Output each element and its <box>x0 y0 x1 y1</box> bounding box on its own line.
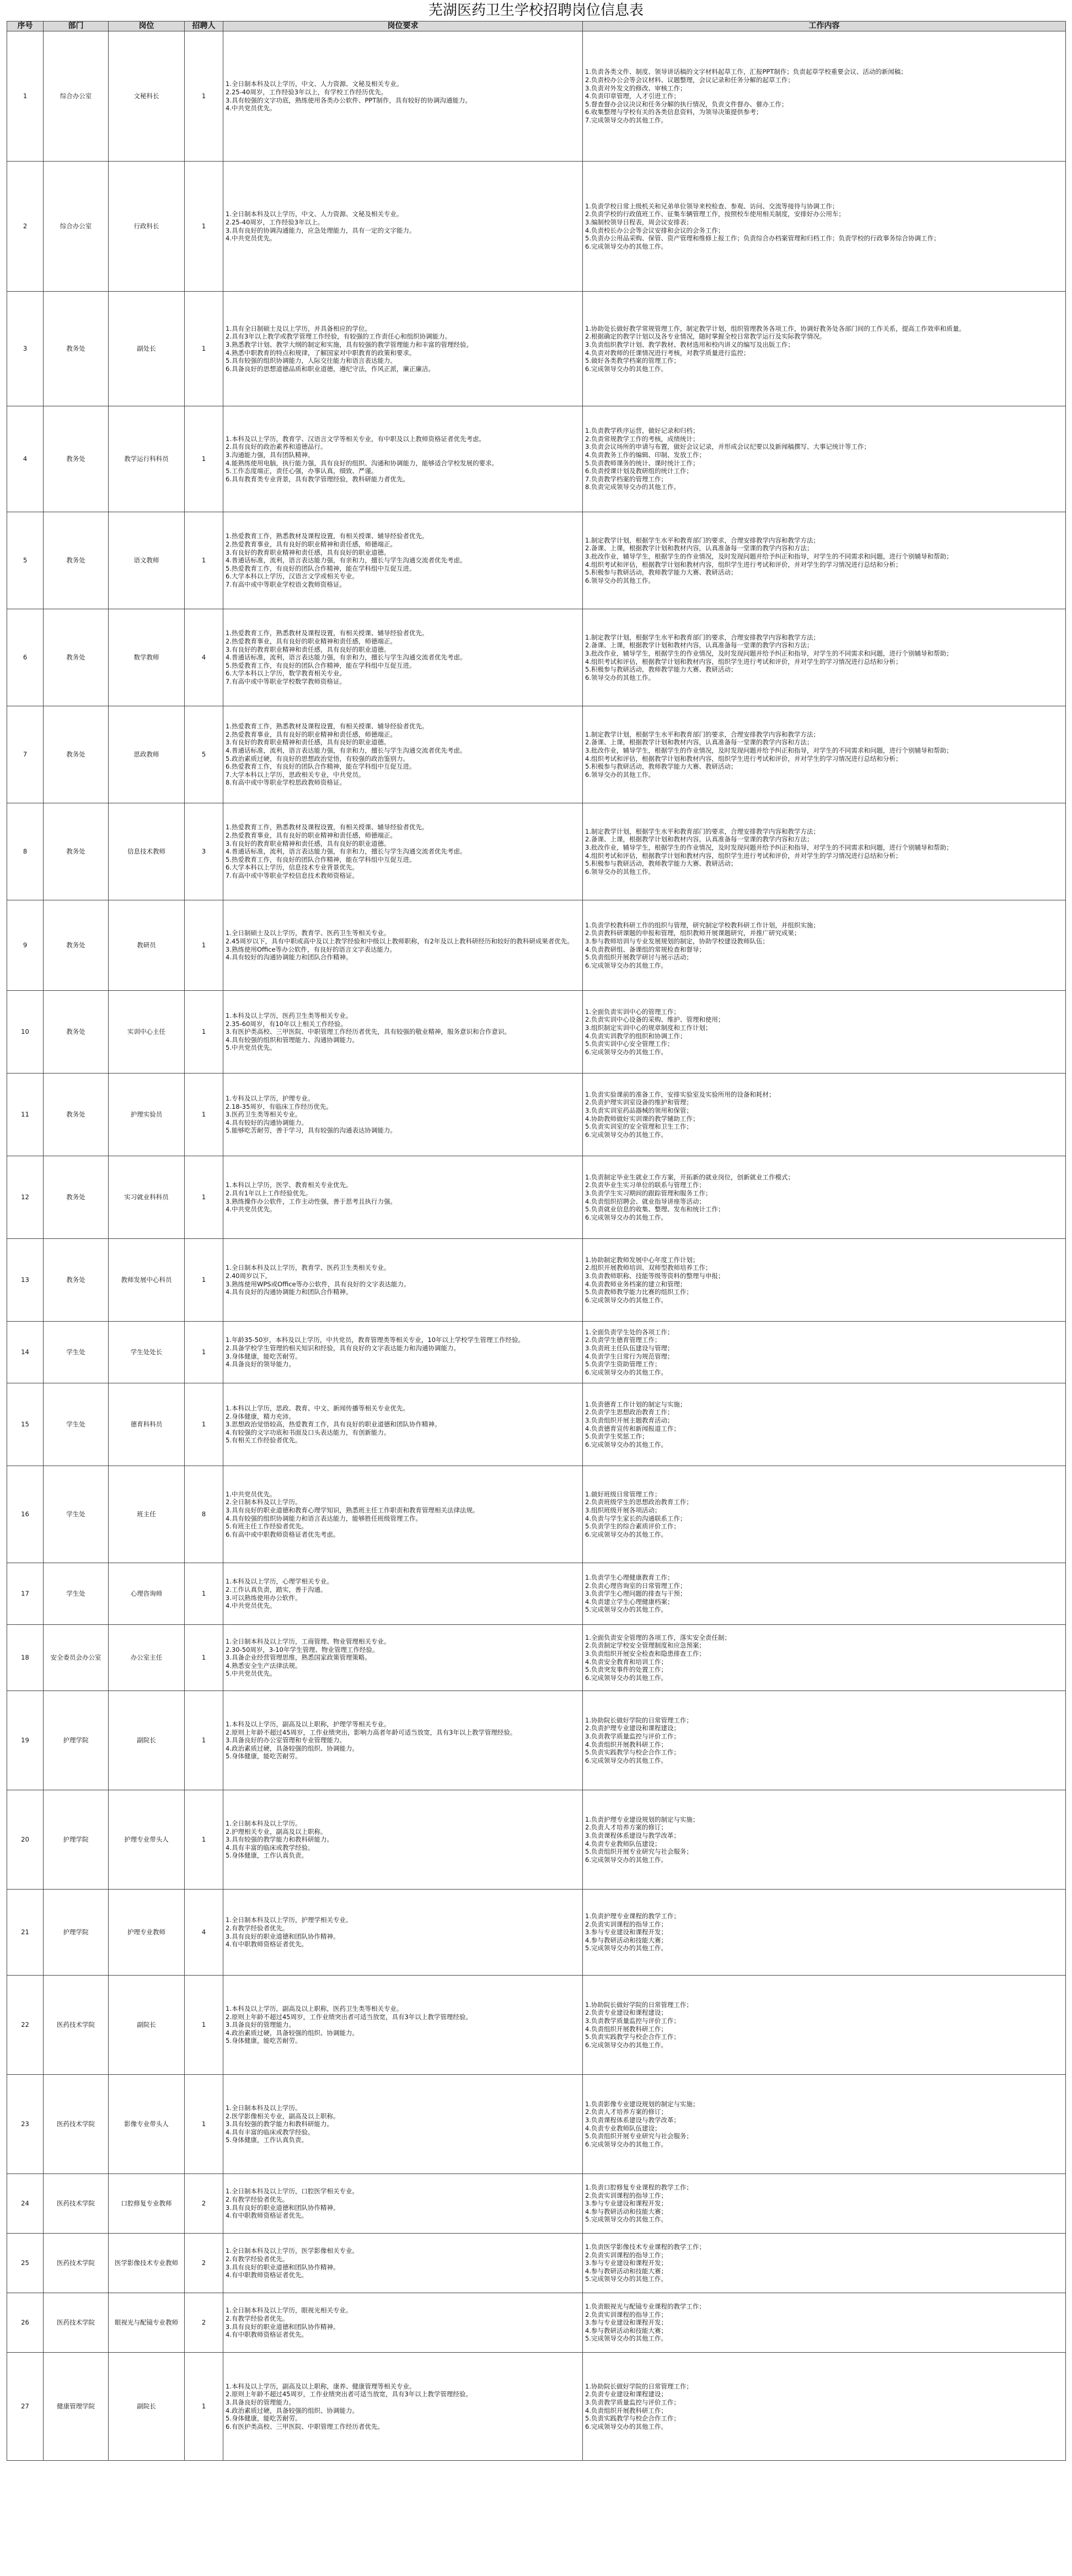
cell-count: 1 <box>185 2353 223 2461</box>
cell-work: 1.全面负责实训中心的管理工作； 2.负责实训中心设备的采购、维护、管理和使用； 3.组织制定实训中心的规章制度和工作计划； 4.负责实训教学的组织和协调工作； 5.负责实训中心安全管理工作； 6.完成领导交办的其他工作。 <box>583 991 1066 1074</box>
cell-dept: 学生处 <box>44 1322 109 1383</box>
cell-count: 1 <box>185 406 223 512</box>
cell-post: 数学教师 <box>109 609 185 706</box>
cell-req: 1.全日制本科及以上学历，口腔医学相关专业。 2.有教学经验者优先。 3.具有良好的职业道德和团队协作精神。 4.有中职教师资格证者优先。 <box>223 2174 583 2234</box>
cell-req: 1.本科以上学历，医学、教育相关专业优先。 2.具有1年以上工作经验优先。 3.熟练操作办公软件，工作主动性强，善于思考且执行力强。 4.中共党员优先。 <box>223 1156 583 1239</box>
cell-post: 眼视光与配镜专业教师 <box>109 2293 185 2353</box>
cell-post: 语文教师 <box>109 512 185 609</box>
cell-post: 思政教师 <box>109 706 185 803</box>
cell-work: 1.全面负责安全管理的各项工作，落实安全责任制； 2.负责制定学校安全管理制度和应急预案； 3.负责组织开展安全检查和隐患排查工作； 4.负责安全教育和培训工作； 5.负责突发事件的处置工作； 6.完成领导交办的其他工作。 <box>583 1625 1066 1691</box>
cell-req: 1.中共党员优先。 2.全日制本科及以上学历。 3.具有良好的职业道德和教育心理学知识，熟悉班主任工作职责和教育管理相关法律法规。 4.具有较强的组织协调能力和语言表达能力，能够胜任班级管理工作。 5.有班主任工作经验者优先。 6.有高中或中职教师资格证者优先考虑。 <box>223 1466 583 1563</box>
cell-count: 2 <box>185 2234 223 2293</box>
cell-work: 1.负责德育工作计划的制定与实施； 2.负责学生思想政治教育工作； 3.负责组织开展主题教育活动； 4.负责德育宣传和新闻报道工作； 5.负责学生奖惩工作； 6.完成领导交办的其他工作。 <box>583 1383 1066 1466</box>
cell-post: 班主任 <box>109 1466 185 1563</box>
cell-post: 副院长 <box>109 1691 185 1790</box>
header-count: 招聘人 <box>185 22 223 31</box>
cell-work: 1.负责各类文件、制度、领导讲话稿的文字材料起草工作，汇报PPT制作；负责起草学校重要会议、活动的新闻稿； 2.负责校办公会等会议材料、议题整理，会议记录和任务分解的起草工作； 3.负责对外发文的修改、审核工作； 4.负责印章管理，人才引进工作； 5.督查督办会议决议和任务分解的执行情况，负责文件督办、催办工作； 6.收集整理与学校有关的各类信息资料，为领导决策提供参考； 7.完成领导交办的其他工作。 <box>583 31 1066 162</box>
cell-post: 护理实验员 <box>109 1074 185 1156</box>
cell-dept: 教务处 <box>44 706 109 803</box>
cell-work: 1.负责教学秩序运营，做好记录和归档； 2.负责常规教学工作的考核，成绩统计； 3.负责会议场所的申请与布置，做好会议记录，并形成会议纪要以及新闻稿撰写、大事记统计等工作； 4.负责教务工作的编辑、印制、发放工作； 5.负责教师课务的统计、课时统计工作； 6.负责授课计划及教研组的统计工作； 7.负责教学档案的管理工作； 8.负责完成领导交办的其他工作。 <box>583 406 1066 512</box>
cell-work: 1.负责护理专业建设规划的制定与实施； 2.负责人才培养方案的修订； 3.负责课程体系建设与教学改革； 4.负责专业教师队伍建设； 5.负责组织开展专业研究与社会服务； 6.完成领导交办的其他工作。 <box>583 1790 1066 1890</box>
cell-no: 20 <box>7 1790 44 1890</box>
cell-count: 1 <box>185 31 223 162</box>
cell-dept: 安全委员会办公室 <box>44 1625 109 1691</box>
table-row <box>7 1383 1066 1466</box>
cell-dept: 教务处 <box>44 406 109 512</box>
cell-post: 副院长 <box>109 2353 185 2461</box>
header-work: 工作内容 <box>583 22 1066 31</box>
cell-work: 1.协助院长做好学院的日常管理工作； 2.负责专业建设和课程建设； 3.负责教学质量监控与评价工作； 4.负责组织开展教科研工作； 5.负责实践教学与校企合作工作； 6.完成领导交办的其他工作。 <box>583 1976 1066 2075</box>
cell-no: 15 <box>7 1383 44 1466</box>
cell-req: 1.本科及以上学历，教育学、汉语言文学等相关专业，有中职及以上教师资格证者优先考虑。 2.具有良好的政治素养和道德品行。 3.沟通能力强，具有团队精神。 4.能熟练使用电脑，执行能力强，具有良好的组织、沟通和协调能力，能够适合学校发展的要求。 5.工作态度端正，责任心强，办事认真，细致、严谨。 6.具有教育类专业背景，具有教学管理经验，教科研能力者优先。 <box>223 406 583 512</box>
table-row <box>7 406 1066 512</box>
table-body <box>7 31 1066 2461</box>
cell-post: 口腔修复专业教师 <box>109 2174 185 2234</box>
cell-req: 1.热爱教育工作，熟悉教材及课程设置，有相关授课、辅导经验者优先。 2.热爱教育事业，具有良好的职业精神和责任感，师德端正。 3.有良好的教育职业精神和责任感，具有良好的职业道德。 4.普通话标准，流利，语言表达能力强，有亲和力，擅长与学生沟通交流者优先考虑。 5.政治素质过硬，有良好的思想政治觉悟，有较强的政治鉴别力。 6.热爱教育工作，有良好的团队合作精神，能在学科组中互促互进。 7.大学本科以上学历，思政相关专业，中共党员。 8.有高中或中等职业学校思政教师资格证。 <box>223 706 583 803</box>
cell-no: 7 <box>7 706 44 803</box>
table-row <box>7 803 1066 900</box>
table-row <box>7 1890 1066 1976</box>
cell-dept: 综合办公室 <box>44 31 109 162</box>
cell-no: 19 <box>7 1691 44 1790</box>
cell-dept: 护理学院 <box>44 1691 109 1790</box>
cell-no: 2 <box>7 162 44 292</box>
cell-no: 13 <box>7 1239 44 1322</box>
cell-post: 教学运行科科员 <box>109 406 185 512</box>
cell-req: 1.专科及以上学历，护理专业。 2.18-35周岁，有临床工作经历优先。 3.医药卫生类等相关专业。 4.具有较好的沟通协调能力。 5.能够吃苦耐劳，善于学习，具有较强的沟通表达协调能力。 <box>223 1074 583 1156</box>
cell-count: 1 <box>185 1074 223 1156</box>
cell-post: 护理专业教师 <box>109 1890 185 1976</box>
cell-dept: 医药技术学院 <box>44 2234 109 2293</box>
cell-no: 14 <box>7 1322 44 1383</box>
cell-post: 德育科科员 <box>109 1383 185 1466</box>
cell-req: 1.本科及以上学历，副高及以上职称，康养、健康管理等相关专业。 2.原则上年龄不超过45周岁，工作业绩突出者可适当放宽，具有3年以上教学管理经验。 3.具备良好的管理能力。 4.政治素质过硬，具备较强的组织、协调能力。 5.身体健康，能吃苦耐劳。 6.有医护类高校、三甲医院、中职管理工作经历者优先。 <box>223 2353 583 2461</box>
cell-work: 1.负责学生心理健康教育工作； 2.负责心理咨询室的日常管理工作； 3.负责学生心理问题的排查与干预； 4.负责建立学生心理健康档案； 5.完成领导交办的其他工作。 <box>583 1563 1066 1625</box>
cell-no: 10 <box>7 991 44 1074</box>
cell-dept: 综合办公室 <box>44 162 109 292</box>
cell-dept: 教务处 <box>44 609 109 706</box>
cell-dept: 教务处 <box>44 803 109 900</box>
cell-req: 1.本科及以上学历，副高及以上职称，医药卫生类等相关专业。 2.原则上年龄不超过45周岁，工作业绩突出者可适当放宽，具有3年以上教学管理经验。 3.具备良好的管理能力。 4.政治素质过硬，具备较强的组织、协调能力。 5.身体健康，能吃苦耐劳。 <box>223 1976 583 2075</box>
cell-post: 办公室主任 <box>109 1625 185 1691</box>
cell-no: 26 <box>7 2293 44 2353</box>
cell-no: 6 <box>7 609 44 706</box>
table-row <box>7 2174 1066 2234</box>
cell-dept: 教务处 <box>44 1239 109 1322</box>
cell-count: 1 <box>185 1691 223 1790</box>
cell-req: 1.具有全日制硕士及以上学历，并具备相应的学位。 2.具有3年以上教学或教学管理工作经验，有较强的工作责任心和组织协调能力。 3.熟悉教学计划、教学大纲的制定和实施，具有较强的教学管理能力和丰富的管理经验。 4.熟悉中职教育的特点和规律，了解国家对中职教育的政策和要求。 5.具有较强的组织协调能力，人际交往能力和语言表达能力。 6.具备良好的思想道德品质和职业道德，遵纪守法，作风正派，廉正廉洁。 <box>223 292 583 406</box>
cell-dept: 健康管理学院 <box>44 2353 109 2461</box>
cell-count: 1 <box>185 1976 223 2075</box>
cell-dept: 教务处 <box>44 900 109 991</box>
cell-post: 实习就业科科员 <box>109 1156 185 1239</box>
cell-work: 1.负责口腔修复专业课程的教学工作； 2.负责实训课程的指导工作； 3.参与专业建设和课程开发； 4.参与教研活动和技能大赛； 5.完成领导交办的其他工作。 <box>583 2174 1066 2234</box>
cell-no: 25 <box>7 2234 44 2293</box>
cell-dept: 护理学院 <box>44 1890 109 1976</box>
cell-req: 1.全日制本科及以上学历，教育学、医药卫生类相关专业。 2.40周岁以下。 3.熟练使用WPS或Office等办公软件，具有良好的文字表达能力。 4.具有良好的沟通协调能力和团队合作精神。 <box>223 1239 583 1322</box>
cell-req: 1.本科以上学历，思政、教育、中文、新闻传播等相关专业优先。 2.身体健康，精力充沛。 3.思想政治觉悟较高，热爱教育工作，具有良好的职业道德和团队协作精神。 4.有较强的文字功底和书面及口头表达能力，有创新能力。 5.有相关工作经验者优先。 <box>223 1383 583 1466</box>
table-row <box>7 292 1066 406</box>
cell-no: 9 <box>7 900 44 991</box>
cell-no: 27 <box>7 2353 44 2461</box>
header-post: 岗位 <box>109 22 185 31</box>
table-row <box>7 609 1066 706</box>
cell-count: 2 <box>185 2174 223 2234</box>
cell-work: 1.协助院长做好学院的日常管理工作； 2.负责专业建设和课程建设； 3.负责教学质量监控与评价工作； 4.负责组织开展教科研工作； 5.负责实践教学与校企合作工作； 6.完成领导交办的其他工作。 <box>583 2353 1066 2461</box>
table-row <box>7 1563 1066 1625</box>
cell-dept: 教务处 <box>44 1074 109 1156</box>
cell-post: 影像专业带头人 <box>109 2075 185 2174</box>
cell-post: 心理咨询师 <box>109 1563 185 1625</box>
table-row <box>7 706 1066 803</box>
cell-req: 1.年龄35-50岁，本科及以上学历，中共党员，教育管理类等相关专业，10年以上学校学生管理工作经验。 2.具备学校学生管理的相关知识和经验，具有良好的文字表达能力和沟通协调能力。 3.身体健康，能吃苦耐劳。 4.具备良好的领导能力。 <box>223 1322 583 1383</box>
cell-count: 1 <box>185 1156 223 1239</box>
cell-req: 1.全日制本科及以上学历，中文、人力资源、文秘及相关专业。 2.25-40周岁，工作经验3年以上。 3.具有良好的协调沟通能力，应急处理能力，具有一定的文字能力。 4.中共党员优先。 <box>223 162 583 292</box>
cell-count: 1 <box>185 900 223 991</box>
cell-count: 8 <box>185 1466 223 1563</box>
cell-count: 1 <box>185 2075 223 2174</box>
table-row <box>7 900 1066 991</box>
cell-count: 1 <box>185 512 223 609</box>
cell-count: 1 <box>185 1790 223 1890</box>
table-row <box>7 1074 1066 1156</box>
cell-req: 1.本科及以上学历，副高及以上职称，护理学等相关专业。 2.原则上年龄不超过45周岁，工作业绩突出，影响力高者年龄可适当放宽，具有3年以上教学管理经验。 3.具备良好的办公室管理和专业管理能力。 4.政治素质过硬，具备较强的组织、协调能力。 5.身体健康，能吃苦耐劳。 <box>223 1691 583 1790</box>
cell-work: 1.全面负责学生处的各项工作； 2.负责学生德育管理工作； 3.负责班主任队伍建设与管理； 4.负责学生日常行为规范管理； 5.负责学生资助管理工作； 6.完成领导交办的其他工作。 <box>583 1322 1066 1383</box>
cell-req: 1.热爱教育工作，熟悉教材及课程设置，有相关授课、辅导经验者优先。 2.热爱教育事业，具有良好的职业精神和责任感，师德端正。 3.有良好的教育职业精神和责任感，具有良好的职业道德。 4.普通话标准，流利，语言表达能力强，有亲和力，擅长与学生沟通交流者优先考虑。 5.热爱教育工作，有良好的团队合作精神，能在学科组中互促互进。 6.大学本科以上学历，信息技术专业背景优先。 7.有高中或中等职业学校信息技术教师资格证。 <box>223 803 583 900</box>
cell-count: 1 <box>185 1563 223 1625</box>
table-row <box>7 1466 1066 1563</box>
cell-post: 教研员 <box>109 900 185 991</box>
cell-count: 4 <box>185 609 223 706</box>
cell-post: 教师发展中心科员 <box>109 1239 185 1322</box>
cell-post: 实训中心主任 <box>109 991 185 1074</box>
cell-dept: 教务处 <box>44 292 109 406</box>
page-title: 芜湖医药卫生学校招聘岗位信息表 <box>428 2 644 19</box>
cell-dept: 护理学院 <box>44 1790 109 1890</box>
cell-req: 1.本科及以上学历，医药卫生类等相关专业。 2.35-60周岁，有10年以上相关工作经验。 3.有医护类高校、三甲医院、中职管理工作经历者优先，具有较强的敬业精神，服务意识和合作意识。 4.具有较强的组织和管理能力、沟通协调能力。 5.中共党员优先。 <box>223 991 583 1074</box>
table-row <box>7 1156 1066 1239</box>
cell-dept: 学生处 <box>44 1466 109 1563</box>
table-row <box>7 991 1066 1074</box>
cell-no: 1 <box>7 31 44 162</box>
cell-post: 行政科长 <box>109 162 185 292</box>
cell-work: 1.做好班级日常管理工作； 2.负责班级学生的思想政治教育工作； 3.组织班级开展各项活动； 4.负责与学生家长的沟通联系工作； 5.负责学生的综合素质评价工作； 6.完成领导交办的其他工作。 <box>583 1466 1066 1563</box>
cell-work: 1.负责制定毕业生就业工作方案，开拓新的就业岗位，创新就业工作模式； 2.负责毕业生实习单位的联系与管理工作； 3.负责学生实习期间的跟踪管理和服务工作； 4.负责组织招聘会、就业指导讲座等活动； 5.负责就业信息的收集、整理、发布和统计工作； 6.完成领导交办的其他工作。 <box>583 1156 1066 1239</box>
cell-work: 1.制定教学计划，根据学生水平和教育部门的要求，合理安排教学内容和教学方法； 2.备课、上课，根据教学计划和教材内容，认真准备每一堂课的教学内容和方法； 3.批改作业，辅导学生，根据学生的作业情况，及时发现问题并给予纠正和指导，对学生的不同需求和问题，进行个别辅导和帮助； 4.组织考试和评估，根据教学计划和教材内容，组织学生进行考试和评价，并对学生的学习情况进行总结和分析； 5.积极参与教研活动，教师教学能力大赛、教研活动； 6.领导交办的其他工作。 <box>583 512 1066 609</box>
table-row <box>7 2075 1066 2174</box>
cell-count: 2 <box>185 2293 223 2353</box>
cell-post: 护理专业带头人 <box>109 1790 185 1890</box>
cell-post: 副处长 <box>109 292 185 406</box>
cell-req: 1.全日制本科及以上学历，工商管理、物业管理相关专业。 2.30-50周岁，3-10年学生管理、物业管理工作经验。 3.具备企业经营管理思维，熟悉国家政策管理策略。 4.熟悉安全生产法律法规。 5.中共党员优先。 <box>223 1625 583 1691</box>
table-row <box>7 1239 1066 1322</box>
cell-dept: 医药技术学院 <box>44 2174 109 2234</box>
cell-no: 22 <box>7 1976 44 2075</box>
cell-post: 副院长 <box>109 1976 185 2075</box>
cell-dept: 学生处 <box>44 1563 109 1625</box>
cell-no: 18 <box>7 1625 44 1691</box>
cell-dept: 教务处 <box>44 512 109 609</box>
cell-req: 1.全日制本科及以上学历，医学影像相关专业。 2.有教学经验者优先。 3.具有良好的职业道德和团队协作精神。 4.有中职教师资格证者优先。 <box>223 2234 583 2293</box>
cell-post: 文秘科长 <box>109 31 185 162</box>
recruitment-table <box>7 21 1066 2461</box>
cell-work: 1.负责学校教科研工作的组织与管理，研究制定学校教科研工作计划，并组织实施； 2.负责教科研课题的申报和管理，组织教师开展课题研究，并推广研究成果； 3.参与教师培训与专业发展规划的制定，协助学校建设教师队伍； 4.负责教研组、备课组的常规检查和督导； 5.负责组织开展教学研讨与展示活动； 6.完成领导交办的其他工作。 <box>583 900 1066 991</box>
cell-req: 1.全日制本科及以上学历，眼视光相关专业。 2.有教学经验者优先。 3.具有良好的职业道德和团队协作精神。 4.有中职教师资格证者优先。 <box>223 2293 583 2353</box>
cell-no: 24 <box>7 2174 44 2234</box>
cell-req: 1.全日制硕士及以上学历，教育学、医药卫生等相关专业。 2.45周岁以下，具有中职或高中及以上教学经验和中级以上教师职称，有2年及以上教科研经历和较好的教科研成果者优先。 3.熟练使用Office等办公软件，有良好的语言文字表达能力。 4.具有较好的沟通协调能力和团队合作精神。 <box>223 900 583 991</box>
cell-dept: 医药技术学院 <box>44 2293 109 2353</box>
cell-no: 21 <box>7 1890 44 1976</box>
table-header-row <box>7 22 1066 31</box>
cell-work: 1.负责医学影像技术专业课程的教学工作； 2.负责实训课程的指导工作； 3.参与专业建设和课程开发； 4.参与教研活动和技能大赛； 5.完成领导交办的其他工作。 <box>583 2234 1066 2293</box>
cell-dept: 教务处 <box>44 1156 109 1239</box>
cell-dept: 医药技术学院 <box>44 1976 109 2075</box>
cell-post: 信息技术教师 <box>109 803 185 900</box>
cell-work: 1.负责眼视光与配镜专业课程的教学工作； 2.负责实训课程的指导工作； 3.参与专业建设和课程开发； 4.参与教研活动和技能大赛； 5.完成领导交办的其他工作。 <box>583 2293 1066 2353</box>
cell-work: 1.协助处长做好教学常规管理工作，制定教学计划，组织管理教务各项工作，协调好教务处各部门间的工作关系，提高工作效率和质量。 2.根据确定的教学计划以及各专业情况，随时掌握全校日常教学运行及实际教学情况。 3.负责组织教学计划、教学教材、教材选用和校内讲义的编写及出版工作； 4.负责对教师的任课情况进行考核，对教学质量进行监控； 5.做好各类教学档案的管理工作； 6.完成领导交办的其他工作。 <box>583 292 1066 406</box>
cell-count: 1 <box>185 1625 223 1691</box>
cell-count: 1 <box>185 991 223 1074</box>
cell-no: 3 <box>7 292 44 406</box>
cell-count: 4 <box>185 1890 223 1976</box>
cell-no: 11 <box>7 1074 44 1156</box>
cell-no: 4 <box>7 406 44 512</box>
cell-work: 1.制定教学计划，根据学生水平和教育部门的要求，合理安排教学内容和教学方法； 2.备课、上课，根据教学计划和教材内容，认真准备每一堂课的教学内容和方法； 3.批改作业，辅导学生，根据学生的作业情况，及时发现问题并给予纠正和指导，对学生的不同需求和问题，进行个别辅导和帮助； 4.组织考试和评估，根据教学计划和教材内容，组织学生进行考试和评价，并对学生的学习情况进行总结和分析； 5.积极参与教研活动，教师教学能力大赛、教研活动； 6.领导交办的其他工作。 <box>583 609 1066 706</box>
cell-count: 5 <box>185 706 223 803</box>
cell-work: 1.制定教学计划，根据学生水平和教育部门的要求，合理安排教学内容和教学方法； 2.备课、上课，根据教学计划和教材内容，认真准备每一堂课的教学内容和方法； 3.批改作业，辅导学生，根据学生的作业情况，及时发现问题并给予纠正和指导，对学生的不同需求和问题，进行个别辅导和帮助； 4.组织考试和评估，根据教学计划和教材内容，组织学生进行考试和评价，并对学生的学习情况进行总结和分析； 5.积极参与教研活动，教师教学能力大赛、教研活动； 6.领导交办的其他工作。 <box>583 706 1066 803</box>
cell-count: 1 <box>185 292 223 406</box>
cell-req: 1.全日制本科及以上学历，护理学相关专业。 2.有教学经验者优先。 3.具有良好的职业道德和团队协作精神。 4.有中职教师资格证者优先。 <box>223 1890 583 1976</box>
cell-req: 1.全日制本科及以上学历。 2.护理相关专业，副高及以上职称。 3.具有较强的教学能力和教科研能力。 4.具有丰富的临床或教学经验。 5.身体健康，工作认真负责。 <box>223 1790 583 1890</box>
cell-work: 1.协助院长做好学院的日常管理工作； 2.负责护理专业建设和课程建设； 3.负责教学质量监控与评价工作； 4.负责组织开展教科研工作； 5.负责实践教学与校企合作工作； 6.完成领导交办的其他工作。 <box>583 1691 1066 1790</box>
header-dept: 部门 <box>44 22 109 31</box>
cell-req: 1.全日制本科及以上学历，中文、人力资源、文秘及相关专业。 2.25-40周岁，工作经验3年以上，有学校工作经历优先。 3.具有较强的文字功底，熟练使用各类办公软件、PPT制作，具有较好的协调沟通能力。 4.中共党员优先。 <box>223 31 583 162</box>
cell-count: 1 <box>185 1239 223 1322</box>
cell-work: 1.负责学校日常上级机关和兄弟单位领导来校检查、参观、访问、交流等接待与协调工作； 2.负责学校的行政值班工作、征集车辆管理工作，按照校车使用相关制度，安排好办公用车； 3.编制校领导日程表，周会议安排表； 4.负责校长办公会等会议安排和会议的会务工作； 5.负责办公用品采购、保管、资产管理和维修上报工作；负责综合办档案管理和归档工作；负责学校的行政事务综合协调工作； 6.完成领导交办的其他工作。 <box>583 162 1066 292</box>
cell-dept: 教务处 <box>44 991 109 1074</box>
cell-no: 17 <box>7 1563 44 1625</box>
cell-no: 5 <box>7 512 44 609</box>
cell-count: 3 <box>185 803 223 900</box>
table-row <box>7 1625 1066 1691</box>
cell-no: 12 <box>7 1156 44 1239</box>
cell-work: 1.负责实验课前的准备工作，安排实验室及实验所用的设备和耗材； 2.负责护理实训室设备的维护和管理； 3.负责实训室药品器械的领用和保管； 4.协助教师做好实训课的教学辅助工作； 5.负责实训室的安全管理和卫生工作； 6.完成领导交办的其他工作。 <box>583 1074 1066 1156</box>
cell-count: 1 <box>185 1383 223 1466</box>
cell-req: 1.全日制本科及以上学历。 2.医学影像相关专业，副高及以上职称。 3.具有较强的教学能力和教科研能力。 4.具有丰富的临床或教学经验。 5.身体健康，工作认真负责。 <box>223 2075 583 2174</box>
table-row <box>7 512 1066 609</box>
cell-post: 医学影像技术专业教师 <box>109 2234 185 2293</box>
cell-work: 1.负责护理专业课程的教学工作； 2.负责实训课程的指导工作； 3.参与专业建设和课程开发； 4.参与教研活动和技能大赛； 5.完成领导交办的其他工作。 <box>583 1890 1066 1976</box>
table-row <box>7 31 1066 162</box>
cell-dept: 医药技术学院 <box>44 2075 109 2174</box>
table-row <box>7 2353 1066 2461</box>
table-row <box>7 1790 1066 1890</box>
cell-no: 16 <box>7 1466 44 1563</box>
table-row <box>7 1691 1066 1790</box>
cell-count: 1 <box>185 1322 223 1383</box>
table-row <box>7 162 1066 292</box>
cell-no: 23 <box>7 2075 44 2174</box>
cell-post: 学生处处长 <box>109 1322 185 1383</box>
cell-req: 1.本科及以上学历，心理学相关专业。 2.工作认真负责，踏实，善于沟通。 3.可以熟练使用办公软件。 4.中共党员优先。 <box>223 1563 583 1625</box>
header-requirements: 岗位要求 <box>223 22 583 31</box>
table-row <box>7 2293 1066 2353</box>
cell-req: 1.热爱教育工作，熟悉教材及课程设置，有相关授课、辅导经验者优先。 2.热爱教育事业，具有良好的职业精神和责任感，师德端正。 3.有良好的教育职业精神和责任感，具有良好的职业道德。 4.普通话标准，流利，语言表达能力强，有亲和力，擅长与学生沟通交流者优先考虑。 5.热爱教育工作，有良好的团队合作精神，能在学科组中互促互进。 6.大学本科以上学历，数学教育相关专业。 7.有高中或中等职业学校数学教师资格证。 <box>223 609 583 706</box>
cell-work: 1.协助制定教师发展中心年度工作计划； 2.组织开展教师培训、双师型教师培养工作； 3.负责教师职称、技能等级等资料的整理与申报； 4.负责教师业务档案的建立和管理； 5.负责教师教学能力比赛的组织工作； 6.完成领导交办的其他工作。 <box>583 1239 1066 1322</box>
header-no: 序号 <box>7 22 44 31</box>
cell-work: 1.负责影像专业建设规划的制定与实施； 2.负责人才培养方案的修订； 3.负责课程体系建设与教学改革； 4.负责专业教师队伍建设； 5.负责组织开展专业研究与社会服务； 6.完成领导交办的其他工作。 <box>583 2075 1066 2174</box>
table-row <box>7 1976 1066 2075</box>
cell-work: 1.制定教学计划，根据学生水平和教育部门的要求，合理安排教学内容和教学方法； 2.备课、上课，根据教学计划和教材内容，认真准备每一堂课的教学内容和方法； 3.批改作业，辅导学生，根据学生的作业情况，及时发现问题并给予纠正和指导，对学生的不同需求和问题，进行个别辅导和帮助； 4.组织考试和评估，根据教学计划和教材内容，组织学生进行考试和评价，并对学生的学习情况进行总结和分析； 5.积极参与教研活动，教师教学能力大赛、教研活动； 6.领导交办的其他工作。 <box>583 803 1066 900</box>
cell-no: 8 <box>7 803 44 900</box>
cell-dept: 学生处 <box>44 1383 109 1466</box>
cell-req: 1.热爱教育工作，熟悉教材及课程设置，有相关授课、辅导经验者优先。 2.热爱教育事业，具有良好的职业精神和责任感，师德端正。 3.有良好的教育职业精神和责任感，具有良好的职业道德。 4.普通话标准，流利，语言表达能力强，有亲和力，擅长与学生沟通交流者优先考虑。 5.热爱教育工作，有良好的团队合作精神，能在学科组中互促互进。 6.大学本科以上学历，汉语言文学或相关专业。 7.有高中或中等职业学校语文教师资格证。 <box>223 512 583 609</box>
cell-count: 1 <box>185 162 223 292</box>
table-row <box>7 1322 1066 1383</box>
page <box>7 0 1065 2461</box>
table-row <box>7 2234 1066 2293</box>
